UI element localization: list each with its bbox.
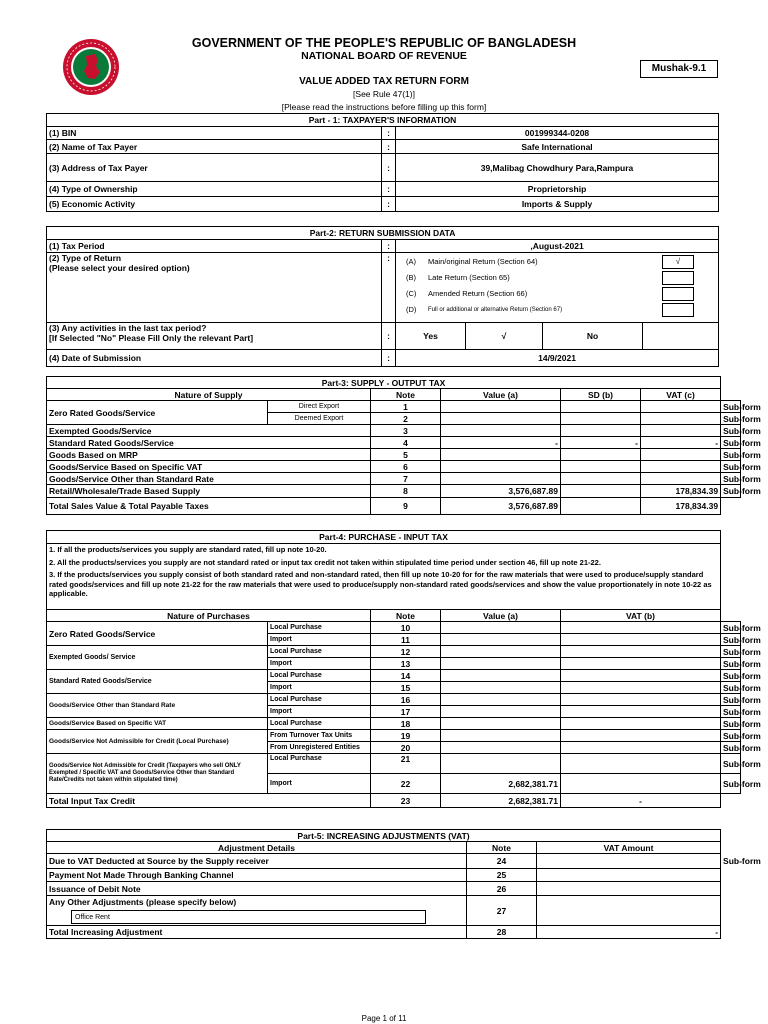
supply-value-cell[interactable] xyxy=(441,401,561,413)
tax-period-label: (1) Tax Period xyxy=(47,240,382,253)
subform-link[interactable]: Sub-form xyxy=(721,730,741,742)
adjustment-details-header: Adjustment Details xyxy=(47,842,467,854)
return-option-c-checkbox[interactable] xyxy=(662,287,694,301)
part5-table xyxy=(46,829,761,939)
subform-link[interactable]: Sub-form xyxy=(721,694,741,706)
return-option-c[interactable]: (C) Amended Return (Section 66) xyxy=(406,287,724,301)
part1-table: Part - 1: TAXPAYER'S INFORMATION (1) BIN : 001999344-0208 (2) Name of Tax Payer : Safe International (3) Address of Tax Payer : 39,Malibag Chowdhury Para,Rampura (4) Type of Ownership : Proprietorship (5) Economic Activity : Imports & Supply xyxy=(46,113,719,212)
subform-link[interactable]: Sub-form xyxy=(721,461,741,473)
other-rate-purchase-label: Goods/Service Other than Standard Rate xyxy=(47,694,268,718)
purchase-row: Import 11 Sub-form xyxy=(47,634,741,646)
purchase-row: Zero Rated Goods/Service Local Purchase 10 Sub-form xyxy=(47,622,741,634)
taxpayer-address-value[interactable]: 39,Malibag Chowdhury Para,Rampura xyxy=(396,154,719,182)
subform-link[interactable]: Sub-form xyxy=(721,485,741,498)
subform-link[interactable]: Sub-form xyxy=(721,449,741,461)
taxpayer-name-label: (2) Name of Tax Payer xyxy=(47,140,382,154)
return-option-d[interactable]: (D) Full or additional or alternative Return (Section 67) xyxy=(406,303,724,317)
form-code: Mushak-9.1 xyxy=(651,63,707,74)
purchase-value-header: Value (a) xyxy=(441,610,561,622)
purchase-row: From Unregistered Entities 20 Sub-form xyxy=(47,742,741,754)
subform-link[interactable]: Sub-form xyxy=(721,706,741,718)
taxpayer-name-value[interactable]: Safe International xyxy=(396,140,719,154)
purchase-vat-header: VAT (b) xyxy=(561,610,721,622)
supply-vat-cell[interactable] xyxy=(641,401,721,413)
supply-sd-cell[interactable] xyxy=(561,413,641,425)
nbr-title: NATIONAL BOARD OF REVENUE xyxy=(301,50,467,62)
return-type-sub: (Please select your desired option) xyxy=(49,263,190,273)
zero-rated-purchase-label: Zero Rated Goods/Service xyxy=(47,622,268,646)
purchase-note-header: Note xyxy=(371,610,441,622)
subform-link[interactable]: Sub-form xyxy=(721,425,741,437)
supply-value-header: Value (a) xyxy=(441,389,561,401)
subform-link[interactable]: Sub-form xyxy=(721,718,741,730)
subform-link[interactable]: Sub-form xyxy=(721,622,741,634)
purchase-row: Import 15 Sub-form xyxy=(47,682,741,694)
adjustment-note-header: Note xyxy=(467,842,537,854)
direct-export-label: Direct Export xyxy=(268,401,371,413)
part5-title: Part-5: INCREASING ADJUSTMENTS (VAT) xyxy=(47,830,721,842)
subform-link[interactable]: Sub-form xyxy=(721,473,741,485)
taxpayer-address-label: (3) Address of Tax Payer xyxy=(47,154,382,182)
exempted-purchase-label: Exempted Goods/ Service xyxy=(47,646,268,670)
purchase-row: Goods/Service Not Admissible for Credit (Local Purchase) From Turnover Tax Units 19 Sub-form xyxy=(47,730,741,742)
subform-link[interactable]: Sub-form xyxy=(721,437,741,449)
form-code-box xyxy=(640,60,718,78)
tax-period-value[interactable]: ,August-2021 xyxy=(396,240,719,253)
supply-row: Goods/Service Other than Standard Rate 7 Sub-form xyxy=(47,473,741,485)
specific-vat-purchase-label: Goods/Service Based on Specific VAT xyxy=(47,718,268,730)
form-title: VALUE ADDED TAX RETURN FORM xyxy=(299,76,469,87)
government-title: GOVERNMENT OF THE PEOPLE'S REPUBLIC OF BANGLADESH xyxy=(191,36,577,50)
supply-nature-header: Nature of Supply xyxy=(47,389,371,401)
office-rent-box[interactable] xyxy=(71,910,426,924)
subform-link[interactable]: Sub-form xyxy=(721,754,741,774)
office-rent-label: Office Rent xyxy=(75,914,110,921)
rule-reference: [See Rule 47(1)] xyxy=(353,89,415,99)
activities-sub: [If Selected "No" Please Fill Only the relevant Part] xyxy=(49,333,254,343)
purchase-row: Goods/Service Other than Standard Rate Local Purchase 16 Sub-form xyxy=(47,694,741,706)
activities-no-label: No xyxy=(543,323,643,350)
adjustment-row: Due to VAT Deducted at Source by the Supply receiver 24 Sub-form xyxy=(47,854,741,869)
return-type-label: (2) Type of Return xyxy=(49,253,122,263)
return-option-b-checkbox[interactable] xyxy=(662,271,694,285)
return-option-a-checkbox[interactable]: √ xyxy=(662,255,694,269)
activities-no-checkbox[interactable] xyxy=(643,323,719,350)
purchase-row: Goods/Service Based on Specific VAT Local Purchase 18 Sub-form xyxy=(47,718,741,730)
subform-link[interactable]: Sub-form xyxy=(721,634,741,646)
not-admissible-exempted-label: Goods/Service Not Admissible for Credit (Taxpayers who sell ONLY Exempted / Specific VAT and Goods/Service Other than Standard Rate/Credits not taken within stipulated time) xyxy=(47,754,268,794)
economic-activity-label: (5) Economic Activity xyxy=(47,197,382,212)
part3-table: Part-3: SUPPLY - OUTPUT TAX Nature of Supply Note Value (a) SD (b) VAT (c) Zero Rated Goods/Service Direct Export 1 Sub-form Deemed Export 2 Sub-form Exempted Goods/Service 3 Sub-form Standard Rated Goods/Service 4 - - - Sub-form Goods Based on MRP 5 Sub-form Goods/Service Based on Specific VAT 6 Sub-form Goods/Service Other than Standard Rate 7 Sub-form Retail/Wholesale/Trade Based Supply 8 3,576,687.89 178,834.39 Sub-form Total Sales Value & Total Payable Taxes 9 3,576,687.89 178,834.39 xyxy=(46,376,741,515)
supply-row: Exempted Goods/Service 3 Sub-form xyxy=(47,425,741,437)
instructions-note: [Please read the instructions before filling up this form] xyxy=(281,102,487,112)
ownership-value[interactable]: Proprietorship xyxy=(396,182,719,197)
supply-total-row: Total Sales Value & Total Payable Taxes 9 3,576,687.89 178,834.39 xyxy=(47,498,741,515)
return-option-d-checkbox[interactable] xyxy=(662,303,694,317)
bin-label: (1) BIN xyxy=(47,127,382,140)
adjustment-row: Payment Not Made Through Banking Channel 25 xyxy=(47,869,741,882)
adjustment-total-row: Total Increasing Adjustment 28 - xyxy=(47,926,741,939)
subform-link[interactable]: Sub-form xyxy=(721,646,741,658)
subform-link[interactable]: Sub-form xyxy=(721,682,741,694)
deemed-export-label: Deemed Export xyxy=(268,413,371,425)
purchase-total-row: Total Input Tax Credit 23 2,682,381.71 - xyxy=(47,794,741,808)
economic-activity-value[interactable]: Imports & Supply xyxy=(396,197,719,212)
purchase-row: Import 13 Sub-form xyxy=(47,658,741,670)
instruction-1: 1. If all the products/services you supply are standard rated, fill up note 10-20. xyxy=(49,545,327,554)
purchase-row: Standard Rated Goods/Service Local Purchase 14 Sub-form xyxy=(47,670,741,682)
subform-link[interactable]: Sub-form xyxy=(723,856,761,866)
part4-title: Part-4: PURCHASE - INPUT TAX xyxy=(47,531,721,544)
ownership-label: (4) Type of Ownership xyxy=(47,182,382,197)
purchase-row: Import 22 2,682,381.71 Sub-form xyxy=(47,774,741,794)
part2-table: Part-2: RETURN SUBMISSION DATA (1) Tax Period : ,August-2021 (2) Type of Return (Please select your desired option) : (A) Main/original Return (Section 64) √ (B) Late Return (Section 65) (C) Amended Return (Section 66) (D) Full or additional or alternative Return (Section 67) (3) Any activities in the last tax period? [If Selected "No" Please Fill Only the relevant Part] : Yes √ No (4) Date of Submission : 14/9/2021 xyxy=(46,226,719,367)
activities-label: (3) Any activities in the last tax period? xyxy=(49,323,207,333)
standard-rated-purchase-label: Standard Rated Goods/Service xyxy=(47,670,268,694)
other-adjustment-row: Any Other Adjustments (please specify below) Office Rent 27 xyxy=(47,896,741,926)
supply-sd-cell[interactable] xyxy=(561,401,641,413)
part4-table xyxy=(46,530,761,808)
adjustment-row: Issuance of Debit Note 26 xyxy=(47,882,741,896)
subform-link[interactable]: Sub-form xyxy=(721,670,741,682)
subform-link[interactable]: Sub-form xyxy=(721,658,741,670)
part2-title: Part-2: RETURN SUBMISSION DATA xyxy=(47,227,719,240)
part1-title: Part - 1: TAXPAYER'S INFORMATION xyxy=(47,114,719,127)
supply-note-header: Note xyxy=(371,389,441,401)
zero-rated-supply-label: Zero Rated Goods/Service xyxy=(47,401,268,425)
purchase-row: Exempted Goods/ Service Local Purchase 12 Sub-form xyxy=(47,646,741,658)
purchase-row: Import 17 Sub-form xyxy=(47,706,741,718)
supply-sd-header: SD (b) xyxy=(561,389,641,401)
submission-date-value[interactable]: 14/9/2021 xyxy=(396,350,719,367)
subform-link[interactable]: Sub-form xyxy=(721,413,741,425)
purchase-nature-header: Nature of Purchases xyxy=(47,610,371,622)
subform-link[interactable]: Sub-form xyxy=(721,742,741,754)
bin-value[interactable]: 001999344-0208 xyxy=(396,127,719,140)
subform-link[interactable]: Sub-form xyxy=(721,401,741,413)
activities-yes-checkbox[interactable]: √ xyxy=(466,323,543,350)
instruction-3: 3. If the products/services you supply consist of both standard rated and non-standard rated, then fill up note 10-20 for for the raw materials that were used to produce/supply standard rated goods/services and fill up note 21-22 for the raw materials that were used to produce/supply non-standard rated goods/services and show the value proportionately in note 10-22 as applicable. xyxy=(49,570,712,598)
return-option-a[interactable]: (A) Main/original Return (Section 64) √ xyxy=(406,255,724,269)
part3-title: Part-3: SUPPLY - OUTPUT TAX xyxy=(47,377,721,389)
supply-row: Standard Rated Goods/Service 4 - - - Sub-form xyxy=(47,437,741,449)
instruction-2: 2. All the products/services you supply are not standard rated or input tax credit not taken within stipulated time period under section 46, fill up note 21-22. xyxy=(49,557,601,567)
supply-row: Goods/Service Based on Specific VAT 6 Sub-form xyxy=(47,461,741,473)
supply-vat-header: VAT (c) xyxy=(641,389,721,401)
subform-link[interactable]: Sub-form xyxy=(721,774,741,794)
supply-row: Goods Based on MRP 5 Sub-form xyxy=(47,449,741,461)
adjustment-amount-header: VAT Amount xyxy=(537,842,721,854)
supply-row: Retail/Wholesale/Trade Based Supply 8 3,576,687.89 178,834.39 Sub-form xyxy=(47,485,741,498)
page-number: Page 1 of 11 xyxy=(361,1014,407,1023)
purchase-row: Goods/Service Not Admissible for Credit (Taxpayers who sell ONLY Exempted / Specific VAT and Goods/Service Other than Standard Rate/Credits not taken within stipulated time) Local Purchase 21 Sub-form xyxy=(47,754,741,774)
supply-value-cell[interactable] xyxy=(441,413,561,425)
other-adjustments-label: Any Other Adjustments (please specify below) xyxy=(49,897,237,907)
return-option-b[interactable]: (B) Late Return (Section 65) xyxy=(406,271,724,285)
submission-date-label: (4) Date of Submission xyxy=(47,350,382,367)
activities-yes-label: Yes xyxy=(396,323,466,350)
supply-vat-cell[interactable] xyxy=(641,413,721,425)
not-admissible-local-label: Goods/Service Not Admissible for Credit (Local Purchase) xyxy=(47,730,268,754)
